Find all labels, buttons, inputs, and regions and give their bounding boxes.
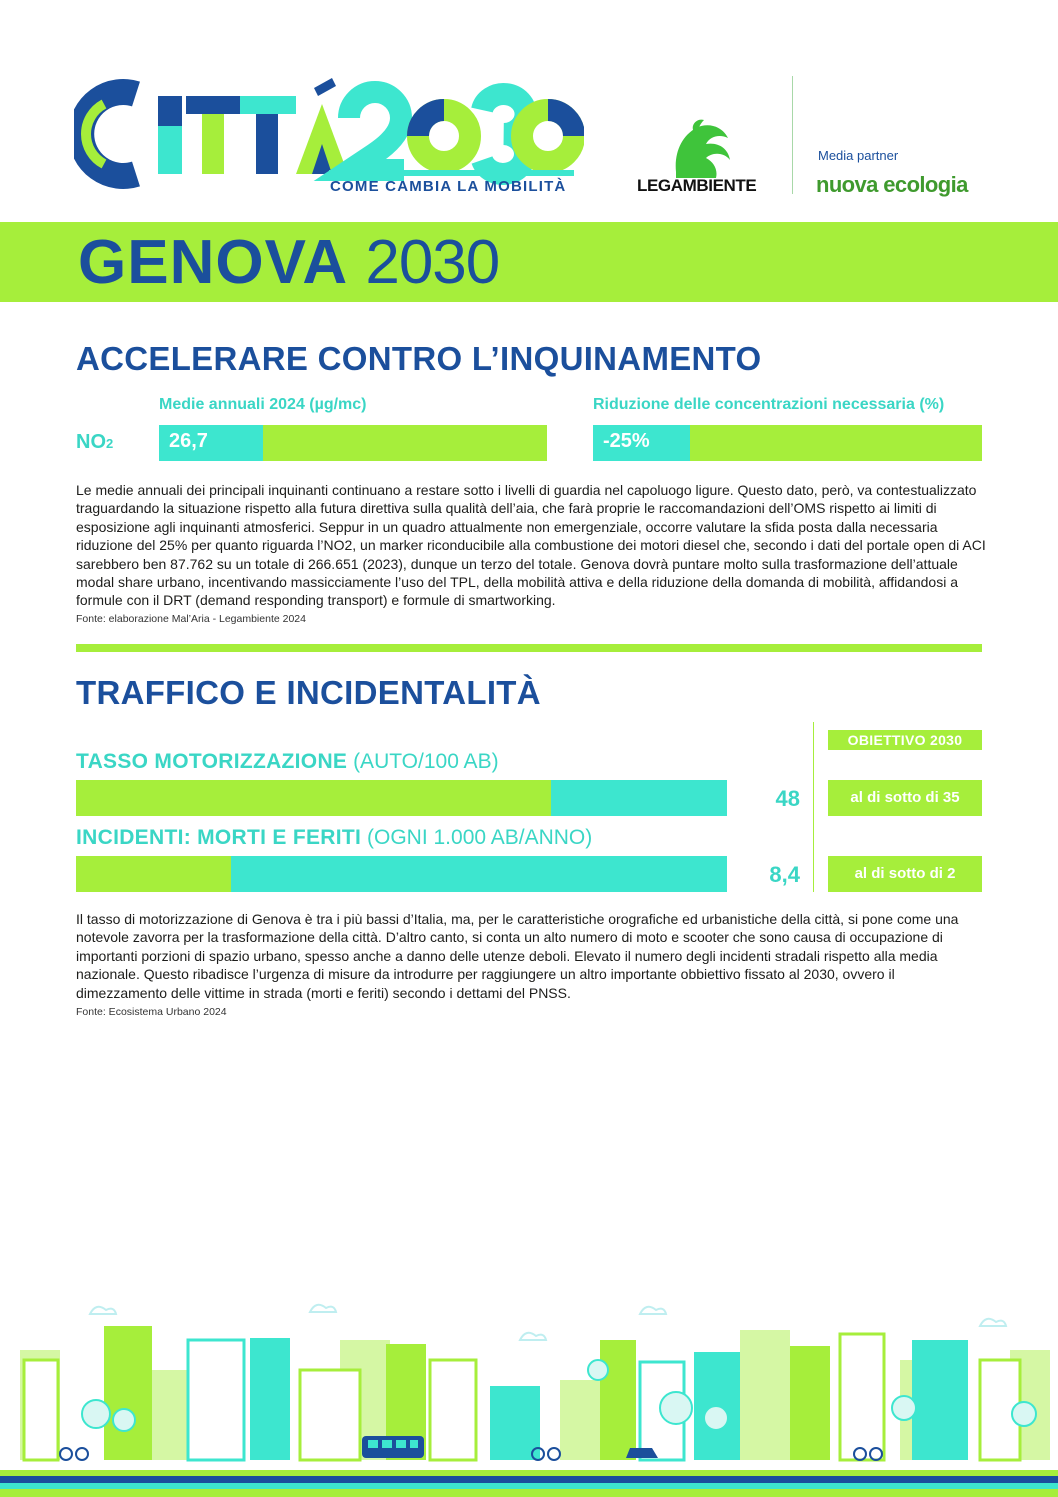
pollutant-label (76, 431, 113, 454)
pollution-title: ACCELERARE CONTRO L’INQUINAMENTO (76, 340, 762, 377)
goal-header: OBIETTIVO 2030 (828, 730, 982, 750)
city-year: 2030 (365, 228, 500, 297)
reduction-bar (593, 425, 982, 461)
pollutant-subscript: 2 (106, 436, 114, 451)
motorization-unit: (AUTO/100 AB) (353, 750, 499, 773)
motorization-label (76, 750, 499, 774)
header-separator (792, 76, 793, 194)
motorization-name: TASSO MOTORIZZAZIONE (76, 750, 348, 773)
accidents-bar (76, 856, 727, 892)
pollution-paragraph: Le medie annuali dei principali inquinanti continuano a restare sotto i livelli di guardia nel capoluogo ligure. Questo dato, però, va contestualizzato traguardando la situazione rispetto alla futura direttiva sulla qualità dell’aia, che farà proprie le raccomandazioni dell’OMS rispetto ai limiti di esposizione agli inquinanti atmosferici. Seppur in un quadro attualmente non emergenziale, occorre valutare la sfida posta dalla necessaria riduzione del 25% per quanto riguarda l’NO2, un marker riconducibile alla combustione dei motori diesel che, secondo i dati del portale open di ACI sarebbero ben 87.762 su un totale di 266.651 (2023), dunque un terzo del totale. Genova dovrà puntare molto sulla trasformazione dell’attuale modal share urbano, incentivando massicciamente l’uso del TPL, della mobilità attiva e della riduzione della domanda di mobilità, affidandosi a formule con il DRT (demand responding transport) e formule di smartworking. (76, 482, 986, 609)
motorization-goal: al di sotto di 35 (828, 780, 982, 816)
accidents-unit: (OGNI 1.000 AB/ANNO) (367, 826, 593, 849)
pollution-source: Fonte: elaborazione Mal’Aria - Legambiente 2024 (76, 613, 306, 625)
annual-mean-bar (159, 425, 547, 461)
media-partner-label: Media partner (818, 148, 899, 163)
city-name: GENOVA (78, 228, 349, 297)
footer-stripe-lime-bottom (0, 1489, 1058, 1497)
traffic-title: TRAFFICO E INCIDENTALITÀ (76, 674, 541, 711)
annual-means-label: Medie annuali 2024 (µg/mc) (159, 396, 367, 413)
accidents-fill (76, 856, 231, 892)
traffic-paragraph: Il tasso di motorizzazione di Genova è tra i più bassi d’Italia, ma, per le caratteristiche orografiche ed urbanistiche della città, si pone come una notevole zavorra per la trasformazione della città. D’altro canto, si conta un alto numero di moto e scooter che sono causa di occupazione di importanti porzioni di spazio urbano, spesso anche a danno delle utenze deboli. Elevato il numero degli incidenti stradali rispetto alla media nazionale. Questo ribadisce l’urgenza di misure da introdurre per raggiungere un altro importante obbiettivo fissato al 2030, ovvero il dimezzamento delle vittime in strada (morti e feriti) secondo i dettami del PNSS. (76, 911, 959, 1001)
motorization-value: 48 (775, 786, 800, 811)
goal-column-separator (813, 722, 814, 892)
nuova-ecologia-logo: nuova ecologia (816, 172, 968, 197)
reduction-label: Riduzione delle concentrazioni necessaria (%) (593, 396, 945, 413)
annual-mean-value: 26,7 (169, 430, 208, 452)
legambiente-name: LEGAMBIENTE (637, 176, 757, 195)
motorization-fill (76, 780, 551, 816)
pollutant-name: NO (76, 431, 106, 453)
accidents-value: 8,4 (769, 862, 800, 887)
accidents-goal: al di sotto di 2 (828, 856, 982, 892)
reduction-value: -25% (603, 430, 650, 452)
city-skyline-illustration (0, 1290, 1058, 1470)
section-divider (76, 644, 982, 652)
motorization-bar (76, 780, 727, 816)
city-title (78, 228, 499, 298)
logo-subtitle: COME CAMBIA LA MOBILITÀ (330, 178, 567, 195)
accidents-name: INCIDENTI: MORTI E FERITI (76, 826, 362, 849)
accidents-label (76, 826, 592, 850)
footer-stripe-blue (0, 1476, 1058, 1483)
traffic-source: Fonte: Ecosistema Urbano 2024 (76, 1006, 227, 1018)
